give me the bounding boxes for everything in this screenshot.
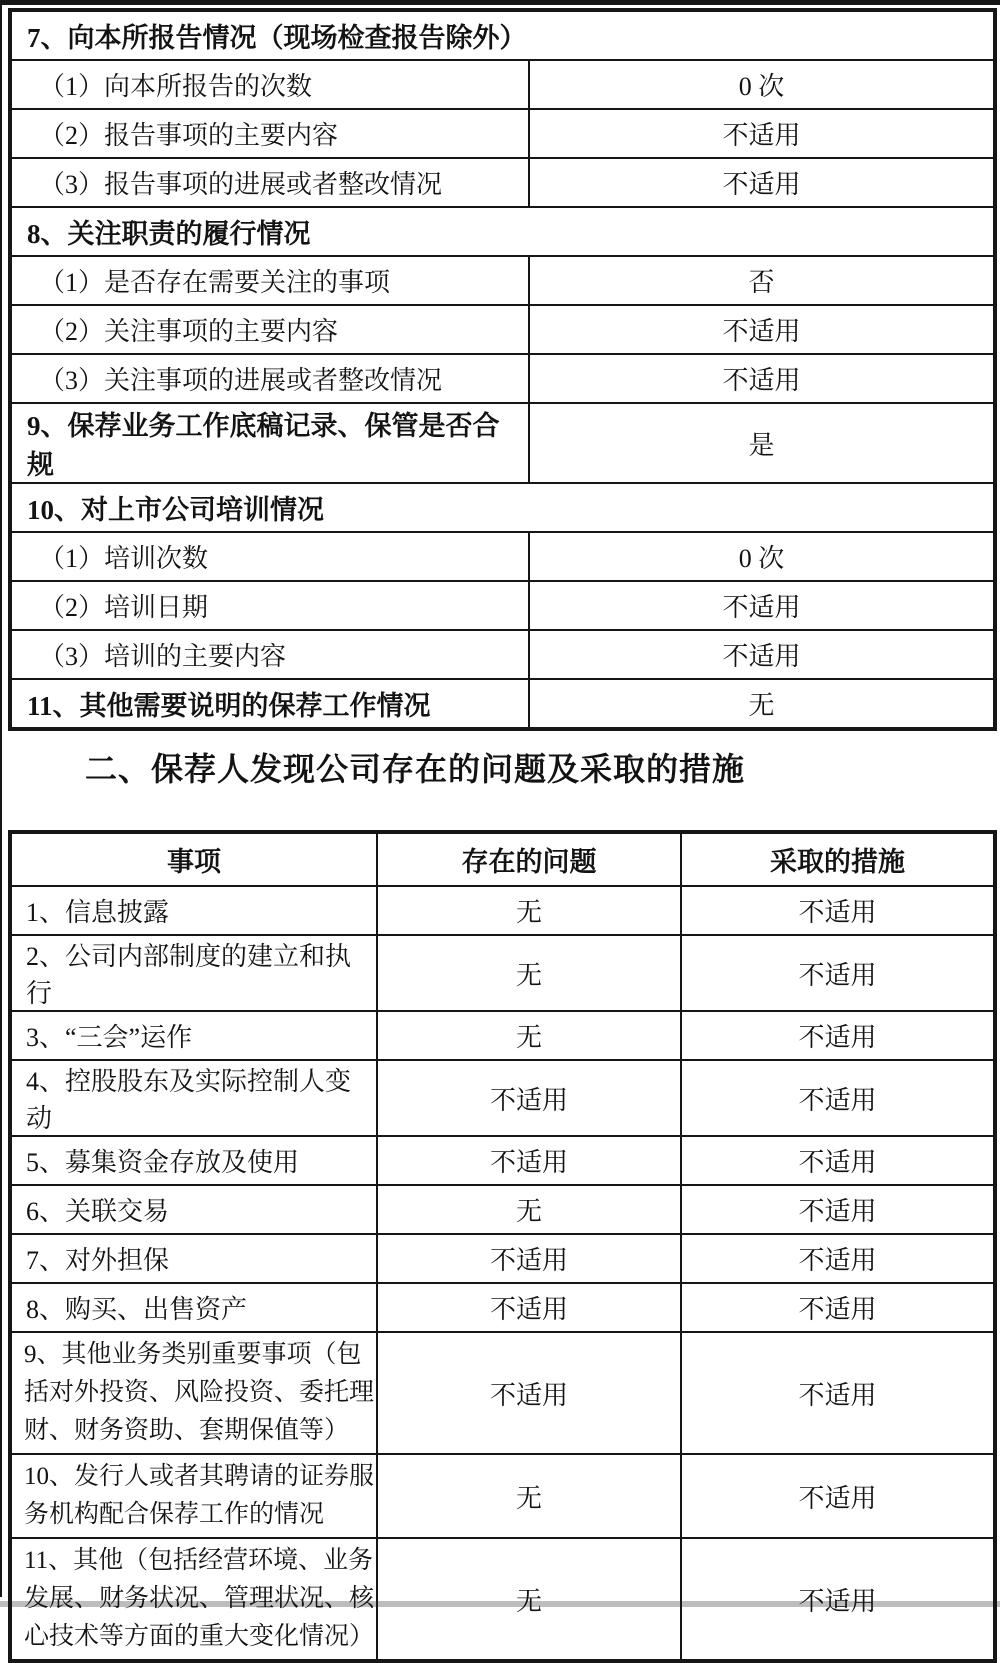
cell-item: 11、其他（包括经营环境、业务发展、财务状况、管理状况、核心技术等方面的重大变化情况） [10,1538,377,1661]
table-row [10,60,995,109]
table-row [10,256,995,305]
page-left-edge [0,0,2,1597]
table-row [10,1454,995,1538]
cell-item: 2、公司内部制度的建立和执行 [10,935,377,1011]
cell-measure: 不适用 [681,1011,995,1060]
cell-item: 3、“三会”运作 [10,1011,377,1060]
table-row [10,679,995,729]
row-label: （1）向本所报告的次数 [10,60,529,109]
table-row [10,1332,995,1454]
cell-problem: 不适用 [377,1332,681,1454]
section-row-label: 8、关注职责的履行情况 [10,207,995,256]
table-row [10,581,995,630]
cell-problem: 不适用 [377,1060,681,1136]
row-value: 否 [529,256,995,305]
cell-item: 1、信息披露 [10,886,377,935]
table-row [10,1538,995,1661]
row-value: 不适用 [529,305,995,354]
table-row [10,1185,995,1234]
table-row [10,532,995,581]
table-row [10,483,995,532]
row-value: 不适用 [529,630,995,679]
table-row [10,305,995,354]
table-row [10,1060,995,1136]
table-row [10,207,995,256]
cell-measure: 不适用 [681,935,995,1011]
row-value: 不适用 [529,109,995,158]
table-row [10,109,995,158]
row-label: （1）培训次数 [10,532,529,581]
row-label: （2）报告事项的主要内容 [10,109,529,158]
cell-measure: 不适用 [681,1332,995,1454]
table-row [10,935,995,1011]
cell-measure: 不适用 [681,1283,995,1332]
table-row [10,354,995,403]
sponsor-work-table [8,8,997,731]
table-row [10,1234,995,1283]
section-row-label: 7、向本所报告情况（现场检查报告除外） [10,10,995,60]
cell-item: 6、关联交易 [10,1185,377,1234]
column-header-problem: 存在的问题 [377,832,681,886]
table-row [10,158,995,207]
cell-measure: 不适用 [681,1454,995,1538]
cell-item: 9、其他业务类别重要事项（包括对外投资、风险投资、委托理财、财务资助、套期保值等） [10,1332,377,1454]
table-header-row [10,832,995,886]
row-label: （2）培训日期 [10,581,529,630]
cell-item: 5、募集资金存放及使用 [10,1136,377,1185]
row-value: 是 [529,403,995,483]
cell-measure: 不适用 [681,1060,995,1136]
table-row [10,10,995,60]
row-value: 不适用 [529,581,995,630]
cell-problem: 不适用 [377,1283,681,1332]
table-row [10,886,995,935]
section-heading: 二、保荐人发现公司存在的问题及采取的措施 [85,751,746,787]
row-value: 无 [529,679,995,729]
cell-measure: 不适用 [681,1234,995,1283]
table-row [10,1011,995,1060]
row-value: 0 次 [529,60,995,109]
row-label: （3）报告事项的进展或者整改情况 [10,158,529,207]
column-header-measure: 采取的措施 [681,832,995,886]
cell-problem: 无 [377,886,681,935]
section-row-label: 10、对上市公司培训情况 [10,483,995,532]
table-row [10,1283,995,1332]
row-label: （3）培训的主要内容 [10,630,529,679]
cell-problem: 不适用 [377,1234,681,1283]
row-label: （3）关注事项的进展或者整改情况 [10,354,529,403]
cell-item: 4、控股股东及实际控制人变动 [10,1060,377,1136]
table-row [10,630,995,679]
cell-measure: 不适用 [681,1136,995,1185]
cell-measure: 不适用 [681,886,995,935]
cell-problem: 不适用 [377,1136,681,1185]
cell-item: 10、发行人或者其聘请的证券服务机构配合保荐工作的情况 [10,1454,377,1538]
cell-item: 7、对外担保 [10,1234,377,1283]
row-value: 0 次 [529,532,995,581]
table-row [10,1136,995,1185]
row-value: 不适用 [529,158,995,207]
cell-problem: 无 [377,935,681,1011]
row-label: （1）是否存在需要关注的事项 [10,256,529,305]
cell-measure: 不适用 [681,1538,995,1661]
problems-measures-table [8,830,997,1663]
cell-item: 8、购买、出售资产 [10,1283,377,1332]
table-row [10,403,995,483]
cell-problem: 无 [377,1185,681,1234]
column-header-item: 事项 [10,832,377,886]
cell-problem: 无 [377,1538,681,1661]
page-top-edge [0,0,1000,5]
cell-problem: 无 [377,1011,681,1060]
row-label: （2）关注事项的主要内容 [10,305,529,354]
row-value: 不适用 [529,354,995,403]
row-label: 9、保荐业务工作底稿记录、保管是否合规 [10,403,529,483]
row-label: 11、其他需要说明的保荐工作情况 [10,679,529,729]
cell-measure: 不适用 [681,1185,995,1234]
cell-problem: 无 [377,1454,681,1538]
